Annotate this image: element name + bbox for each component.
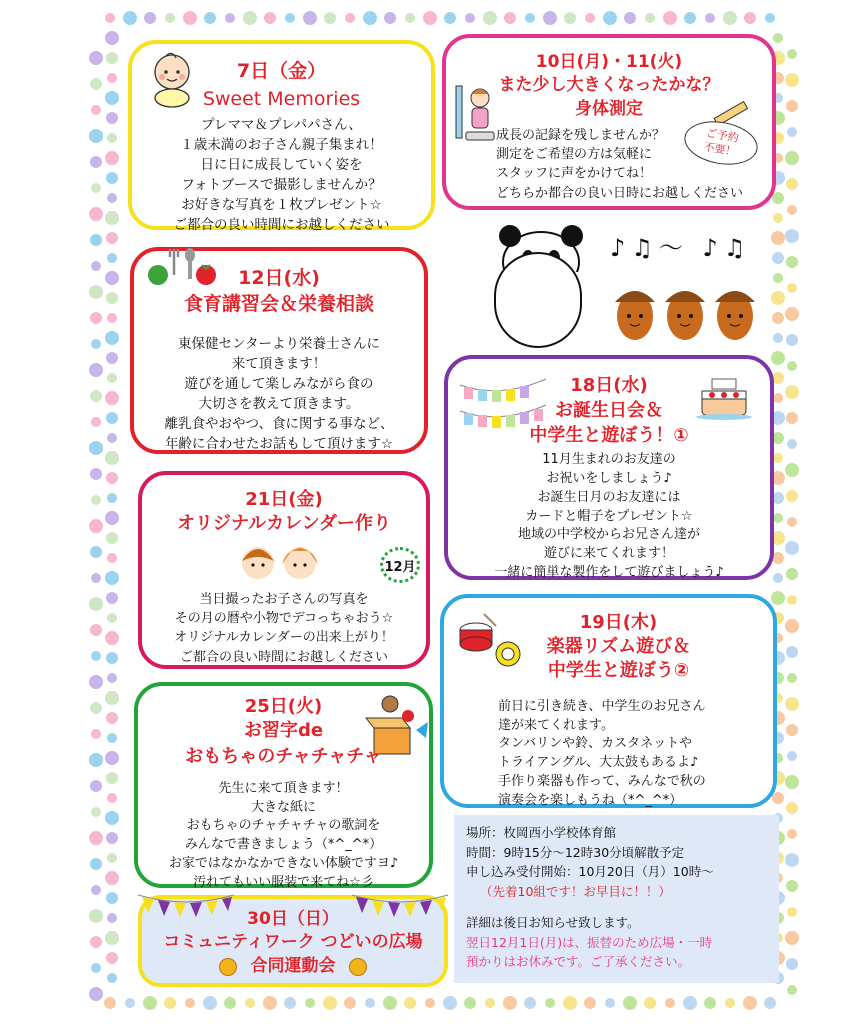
event-7-body bbox=[132, 116, 431, 236]
event-19-body bbox=[498, 698, 706, 810]
info-notice: 翌日12月1日(月)は、振替のため広場・一時 bbox=[466, 934, 713, 950]
event-7-subtitle: Sweet Memories bbox=[202, 88, 361, 110]
event-7-line: 日に日に成長していく姿を bbox=[200, 156, 363, 173]
event-21-subtitle: オリジナルカレンダー作り bbox=[177, 513, 391, 534]
event-25-line: みんなで書きましょう（*^_^*） bbox=[184, 837, 383, 853]
event-10-title: 10日(月)・11(火) bbox=[535, 52, 683, 72]
badge-line: ご予約 bbox=[704, 126, 740, 145]
badge-line: 不要！ bbox=[702, 140, 738, 159]
info-first: （先着10組です！お早目に！！） bbox=[480, 883, 671, 899]
event-card-7 bbox=[128, 40, 435, 233]
info-notice: 預かりはお休みです。ご了承ください。 bbox=[466, 954, 691, 969]
event-18-line: お誕生日月のお友達には bbox=[537, 489, 681, 505]
event-25-line: 汚れてもいい服装で来てね☆彡 bbox=[193, 874, 374, 890]
event-10-line: 成長の記録を残しませんか？ bbox=[496, 128, 666, 143]
event-18-body bbox=[448, 451, 770, 583]
event-25-line: 大きな紙に bbox=[250, 799, 316, 815]
event-7-line: ご都合の良い時間にお越しください bbox=[173, 216, 390, 233]
event-25-subtitle: お習字de bbox=[243, 720, 324, 741]
event-7-line: プレママ＆プレパパさん、 bbox=[201, 117, 362, 133]
acorns-icon bbox=[610, 272, 760, 344]
event-19-title: 19日(木) bbox=[579, 612, 658, 633]
event-18-title: 18日(水) bbox=[570, 375, 648, 396]
event-19-line: 達が来てくれます。 bbox=[498, 717, 614, 733]
event-card-30 bbox=[138, 895, 448, 987]
event-12-line: 来て頂きます！ bbox=[231, 355, 327, 372]
event-30-subtitle2: 合同運動会 bbox=[250, 956, 336, 976]
info-place: 場所：枚岡西小学校体育館 bbox=[466, 825, 617, 840]
event-12-line: 年齢に合わせたお話もして頂けます☆ bbox=[164, 435, 394, 452]
event-10-subtitle2: 身体測定 bbox=[575, 99, 643, 119]
event-18-subtitle: お誕生日会＆ bbox=[555, 400, 663, 421]
event-25-body bbox=[138, 780, 429, 892]
event-7-line: フォトブースで撮影しませんか？ bbox=[181, 176, 382, 193]
event-30-subtitle2-row bbox=[142, 956, 444, 977]
info-time: 時間：9時15分～12時30分頃解散予定 bbox=[466, 844, 685, 860]
december-badge: 12月 bbox=[380, 547, 420, 583]
event-19-line: 手作り楽器も作って、みんなで秋の bbox=[498, 773, 706, 789]
event-19-subtitle2: 中学生と遊ぼう② bbox=[547, 660, 690, 681]
event-12-line: 大切さを教えて頂きます。 bbox=[198, 395, 360, 412]
event-7-line: お好きな写真を１枚プレゼント☆ bbox=[181, 196, 382, 213]
event-10-line: どちらか都合の良い日時にお越しください bbox=[496, 185, 744, 201]
event-12-line: 東保健センターより栄養士さんに bbox=[178, 336, 380, 352]
event-30-info bbox=[466, 823, 714, 972]
event-25-title: 25日(火) bbox=[244, 696, 323, 717]
event-30-subtitle: コミュニティワーク つどいの広場 bbox=[163, 932, 423, 952]
medal-icon bbox=[219, 958, 237, 976]
event-12-title: 12日(水) bbox=[238, 267, 320, 289]
event-card-18 bbox=[444, 355, 774, 580]
event-21-line: 当日撮ったお子さんの写真を bbox=[199, 592, 369, 607]
event-21-title: 21日(金) bbox=[245, 489, 323, 510]
event-19-line: 演奏会を楽しもうね（*^_^*） bbox=[498, 792, 683, 808]
event-21-body bbox=[142, 590, 426, 667]
event-21-line: オリジナルカレンダーの出来上がり！ bbox=[174, 630, 394, 646]
event-18-line: 11月生まれのお友達の bbox=[542, 452, 676, 467]
event-18-subtitle2: 中学生と遊ぼう！① bbox=[529, 425, 689, 446]
event-10-subtitle: また少し大きくなったかな？ bbox=[498, 75, 720, 95]
info-apply: 申し込み受付開始：10月20日（月）10時～ bbox=[466, 864, 714, 879]
event-card-12 bbox=[130, 247, 428, 454]
event-18-line: 地域の中学校からお兄さん達が bbox=[517, 527, 700, 543]
children-faces-icon bbox=[238, 541, 322, 581]
event-card-25 bbox=[134, 682, 433, 888]
event-18-line: カードと帽子をプレゼント☆ bbox=[525, 508, 693, 524]
event-12-line: 離乳食やおやつ、食に関する事など、 bbox=[164, 415, 394, 432]
event-12-line: 遊びを通して楽しみながら食の bbox=[184, 375, 374, 392]
event-19-line: 前日に引き続き、中学生のお兄さん bbox=[498, 699, 706, 714]
event-21-line: ご都合の良い時間にお越しください bbox=[179, 649, 388, 665]
event-18-line: 一緒に簡単な製作をして遊びましょう♪ bbox=[494, 565, 724, 581]
event-12-body bbox=[134, 335, 424, 455]
event-card-21 bbox=[138, 471, 430, 669]
event-21-line: その月の暦や小物でデコっちゃおう☆ bbox=[174, 611, 394, 627]
event-19-line: トライアングル、大太鼓もあるよ♪ bbox=[498, 755, 699, 771]
event-10-line: スタッフに声をかけてね！ bbox=[496, 166, 653, 182]
event-card-19 bbox=[440, 594, 777, 808]
event-25-line: お家ではなかなかできない体験ですヨ♪ bbox=[168, 855, 399, 871]
info-detail: 詳細は後日お知らせ致します。 bbox=[466, 915, 640, 930]
medal-icon bbox=[349, 958, 367, 976]
event-30-title: 30日（日） bbox=[247, 909, 339, 929]
event-10-line: 測定をご希望の方は気軽に bbox=[496, 147, 653, 163]
event-19-subtitle: 楽器リズム遊び＆ bbox=[546, 636, 691, 657]
event-25-line: 先生に来て頂きます！ bbox=[218, 781, 349, 796]
event-18-line: 遊びに来てくれます！ bbox=[543, 546, 674, 562]
event-7-line: １歳未満のお子さん親子集まれ！ bbox=[180, 136, 383, 153]
event-7-title: 7日（金） bbox=[236, 60, 327, 82]
event-18-line: お祝いをしましょう♪ bbox=[546, 470, 672, 486]
event-card-10-11 bbox=[442, 34, 776, 210]
event-19-line: タンバリンや鈴、カスタネットや bbox=[498, 736, 693, 752]
music-notes-icon: ♪♫～ ♪♫ bbox=[610, 234, 752, 262]
event-25-subtitle2: おもちゃのチャチャチャ bbox=[185, 746, 382, 767]
reservation-bubble bbox=[494, 252, 582, 348]
event-12-subtitle: 食育講習会＆栄養相談 bbox=[183, 293, 374, 315]
event-25-line: おもちゃのチャチャチャの歌詞を bbox=[186, 818, 381, 834]
